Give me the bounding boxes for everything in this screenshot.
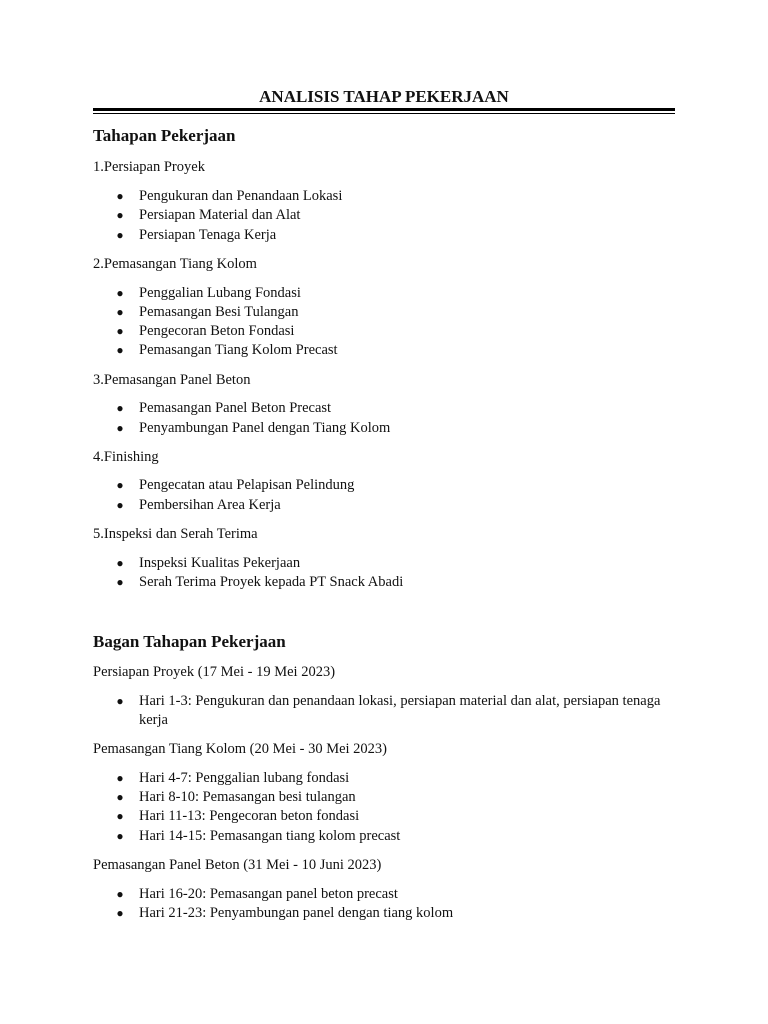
- phase-label: Pemasangan Tiang Kolom (20 Mei - 30 Mei 2023): [93, 741, 388, 757]
- list-item: [116, 692, 679, 730]
- phase-label: Pemasangan Panel Beton (31 Mei - 10 Juni 2023): [93, 857, 382, 873]
- stage-label: 5.Inspeksi dan Serah Terima: [93, 526, 258, 542]
- list-item: [116, 206, 679, 225]
- bullet-icon: ●: [116, 343, 124, 357]
- list-item: [116, 904, 679, 923]
- section-heading-bagan: Bagan Tahapan Pekerjaan: [93, 632, 286, 651]
- bullet-icon: ●: [116, 694, 124, 708]
- list-item-text: Hari 11-13: Pengecoran beton fondasi: [139, 808, 360, 824]
- list-item-text: Pemasangan Panel Beton Precast: [139, 400, 332, 416]
- section-heading-tahapan: Tahapan Pekerjaan: [93, 126, 236, 145]
- phase-label: Persiapan Proyek (17 Mei - 19 Mei 2023): [93, 664, 336, 680]
- stage-label: 1.Persiapan Proyek: [93, 159, 205, 175]
- bullet-icon: ●: [116, 208, 124, 222]
- list-item-text: Hari 14-15: Pemasangan tiang kolom precast: [139, 828, 401, 844]
- list-item: [116, 827, 679, 846]
- bullet-icon: ●: [116, 421, 124, 435]
- list-item-text: Pengecoran Beton Fondasi: [139, 323, 295, 339]
- list-item: [116, 322, 679, 341]
- bullet-icon: ●: [116, 790, 124, 804]
- list-item-text: Inspeksi Kualitas Pekerjaan: [139, 555, 301, 571]
- bullet-icon: ●: [116, 498, 124, 512]
- list-item-text: Hari 21-23: Penyambungan panel dengan tiang kolom: [139, 905, 454, 921]
- bullet-icon: ●: [116, 887, 124, 901]
- list-item: [116, 554, 679, 573]
- list-item-text: Pengukuran dan Penandaan Lokasi: [139, 188, 343, 204]
- list-item-text: Serah Terima Proyek kepada PT Snack Abadi: [139, 574, 404, 590]
- list-item-text: Persiapan Tenaga Kerja: [139, 227, 277, 243]
- list-item-text: Penggalian Lubang Fondasi: [139, 285, 301, 301]
- list-item-text: Pembersihan Area Kerja: [139, 497, 281, 513]
- list-item: [116, 573, 679, 592]
- list-item-text: Hari 4-7: Penggalian lubang fondasi: [139, 770, 350, 786]
- list-item: [116, 769, 679, 788]
- list-item: [116, 187, 679, 206]
- bullet-icon: ●: [116, 189, 124, 203]
- list-item: [116, 303, 679, 322]
- bullet-icon: ●: [116, 906, 124, 920]
- bullet-icon: ●: [116, 401, 124, 415]
- list-item: [116, 399, 679, 418]
- bullet-icon: ●: [116, 575, 124, 589]
- list-item: [116, 226, 679, 245]
- list-item-text: Pemasangan Besi Tulangan: [139, 304, 299, 320]
- list-item: [116, 788, 679, 807]
- bullet-icon: ●: [116, 829, 124, 843]
- list-item-text: Hari 1-3: Pengukuran dan penandaan lokasi, persiapan material dan alat, persiapan tenaga kerja: [139, 693, 661, 728]
- bullet-icon: ●: [116, 556, 124, 570]
- bullet-icon: ●: [116, 809, 124, 823]
- list-item-text: Pengecatan atau Pelapisan Pelindung: [139, 477, 355, 493]
- stage-label: 2.Pemasangan Tiang Kolom: [93, 256, 257, 272]
- bullet-icon: ●: [116, 305, 124, 319]
- bullet-icon: ●: [116, 771, 124, 785]
- list-item: [116, 419, 679, 438]
- bullet-icon: ●: [116, 478, 124, 492]
- document-title: ANALISIS TAHAP PEKERJAAN: [259, 87, 509, 106]
- list-item: [116, 496, 679, 515]
- bullet-icon: ●: [116, 286, 124, 300]
- list-item-text: Penyambungan Panel dengan Tiang Kolom: [139, 420, 391, 436]
- list-item: [116, 284, 679, 303]
- list-item: [116, 885, 679, 904]
- stage-label: 4.Finishing: [93, 449, 159, 465]
- stage-label: 3.Pemasangan Panel Beton: [93, 372, 251, 388]
- list-item: [116, 476, 679, 495]
- list-item: [116, 341, 679, 360]
- bullet-icon: ●: [116, 324, 124, 338]
- title-double-rule: [93, 108, 675, 114]
- list-item-text: Persiapan Material dan Alat: [139, 207, 301, 223]
- bullet-icon: ●: [116, 228, 124, 242]
- list-item-text: Hari 16-20: Pemasangan panel beton precast: [139, 886, 398, 902]
- list-item-text: Hari 8-10: Pemasangan besi tulangan: [139, 789, 356, 805]
- list-item-text: Pemasangan Tiang Kolom Precast: [139, 342, 338, 358]
- list-item: [116, 807, 679, 826]
